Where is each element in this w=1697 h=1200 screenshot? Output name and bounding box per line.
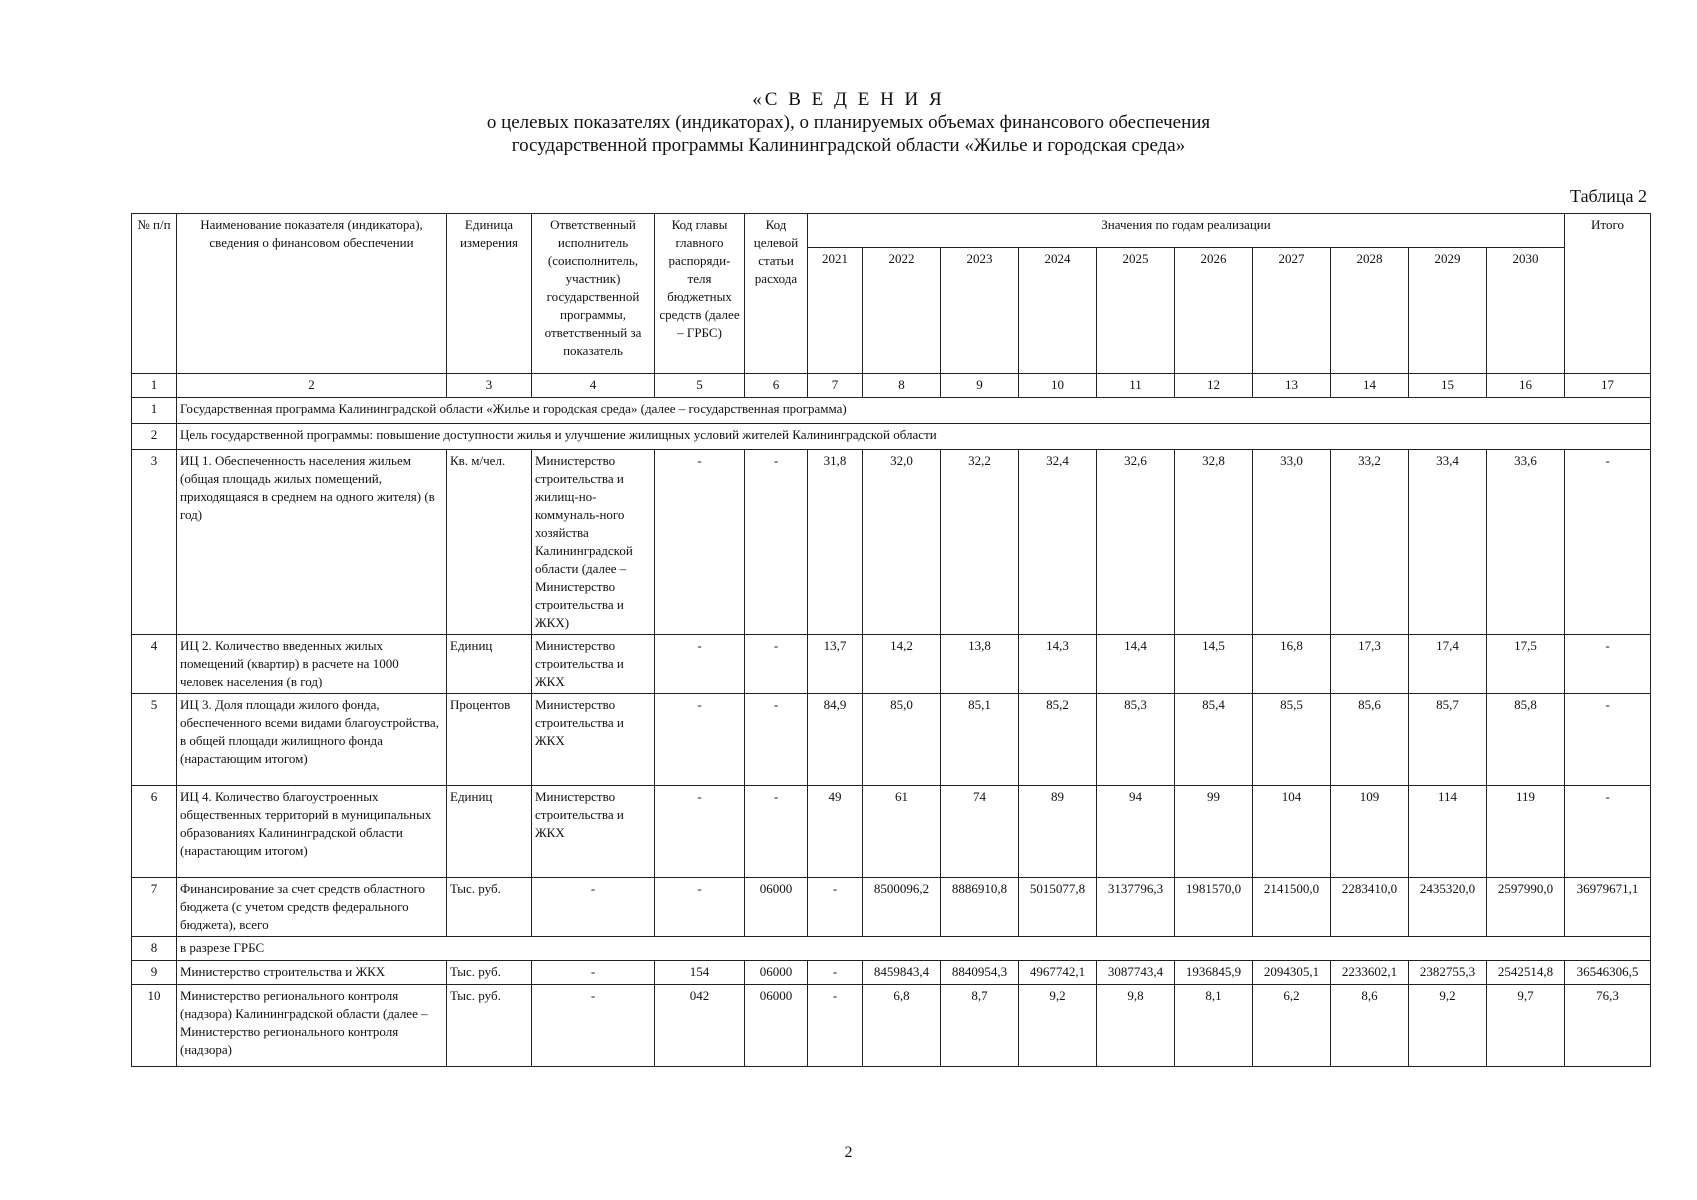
year-value: 109	[1331, 786, 1409, 878]
year-value: 33,2	[1331, 450, 1409, 635]
year-value: 8,6	[1331, 985, 1409, 1067]
year-value: 3087743,4	[1097, 961, 1175, 985]
table-row	[132, 424, 1651, 450]
year-value: 49	[808, 786, 863, 878]
csr-code: 06000	[745, 878, 808, 937]
column-number: 3	[447, 374, 532, 398]
table-row	[132, 985, 1651, 1067]
grbs-code: -	[655, 450, 745, 635]
year-value: 99	[1175, 786, 1253, 878]
header-num: № п/п	[132, 214, 177, 374]
year-header: 2023	[941, 248, 1019, 374]
year-value: 8886910,8	[941, 878, 1019, 937]
year-header: 2024	[1019, 248, 1097, 374]
title-line-1: «С В Е Д Е Н И Я	[752, 89, 945, 110]
executor-cell: -	[532, 985, 655, 1067]
year-value: 14,2	[863, 635, 941, 694]
section-row-text: в разрезе ГРБС	[177, 937, 1651, 961]
indicator-name: ИЦ 2. Количество введенных жилых помещений (квартир) в расчете на 1000 человек населения (в год)	[177, 635, 447, 694]
year-value: 14,5	[1175, 635, 1253, 694]
year-value: 17,3	[1331, 635, 1409, 694]
year-value: 85,7	[1409, 694, 1487, 786]
total-value: 36979671,1	[1565, 878, 1651, 937]
year-value: 61	[863, 786, 941, 878]
column-number: 2	[177, 374, 447, 398]
grbs-code: -	[655, 878, 745, 937]
year-value: 3137796,3	[1097, 878, 1175, 937]
year-header: 2028	[1331, 248, 1409, 374]
year-value: 1936845,9	[1175, 961, 1253, 985]
year-value: 6,2	[1253, 985, 1331, 1067]
year-header: 2025	[1097, 248, 1175, 374]
year-value: 1981570,0	[1175, 878, 1253, 937]
year-value: 2141500,0	[1253, 878, 1331, 937]
year-value: 8459843,4	[863, 961, 941, 985]
csr-code: -	[745, 786, 808, 878]
year-header: 2027	[1253, 248, 1331, 374]
year-value: 9,2	[1019, 985, 1097, 1067]
total-value: -	[1565, 635, 1651, 694]
table-row	[132, 961, 1651, 985]
year-value: 104	[1253, 786, 1331, 878]
table-row	[132, 398, 1651, 424]
column-number: 6	[745, 374, 808, 398]
year-value: 85,0	[863, 694, 941, 786]
csr-code: 06000	[745, 961, 808, 985]
executor-cell: Министерство строительства и ЖКХ	[532, 786, 655, 878]
year-value: 13,8	[941, 635, 1019, 694]
year-value: 32,6	[1097, 450, 1175, 635]
column-number: 5	[655, 374, 745, 398]
year-header: 2029	[1409, 248, 1487, 374]
year-value: 13,7	[808, 635, 863, 694]
table-row	[132, 878, 1651, 937]
year-value: 2435320,0	[1409, 878, 1487, 937]
year-header: 2030	[1487, 248, 1565, 374]
grbs-code: -	[655, 786, 745, 878]
year-value: 16,8	[1253, 635, 1331, 694]
unit-cell: Кв. м/чел.	[447, 450, 532, 635]
indicators-table	[131, 213, 1651, 1067]
row-number: 6	[132, 786, 177, 878]
row-number: 9	[132, 961, 177, 985]
column-number: 9	[941, 374, 1019, 398]
year-value: 74	[941, 786, 1019, 878]
unit-cell: Тыс. руб.	[447, 985, 532, 1067]
unit-cell: Процентов	[447, 694, 532, 786]
year-value: 2597990,0	[1487, 878, 1565, 937]
column-number: 16	[1487, 374, 1565, 398]
year-value: 32,2	[941, 450, 1019, 635]
title-line-3: государственной программы Калининградской области «Жилье и городская среда»	[511, 135, 1186, 156]
title-line-2: о целевых показателях (индикаторах), о планируемых объемах финансового обеспечения	[486, 112, 1211, 133]
header-unit: Единица измерения	[447, 214, 532, 374]
unit-cell: Тыс. руб.	[447, 878, 532, 937]
year-header: 2026	[1175, 248, 1253, 374]
total-value: -	[1565, 694, 1651, 786]
section-row-text: Государственная программа Калининградской области «Жилье и городская среда» (далее – государственная программа)	[177, 398, 1651, 424]
year-value: 8,7	[941, 985, 1019, 1067]
year-value: 85,8	[1487, 694, 1565, 786]
year-value: 89	[1019, 786, 1097, 878]
year-value: 85,2	[1019, 694, 1097, 786]
year-value: 31,8	[808, 450, 863, 635]
year-value: 5015077,8	[1019, 878, 1097, 937]
year-value: 32,4	[1019, 450, 1097, 635]
row-number: 7	[132, 878, 177, 937]
year-value: 32,0	[863, 450, 941, 635]
year-value: 2283410,0	[1331, 878, 1409, 937]
row-number: 3	[132, 450, 177, 635]
executor-cell: Министерство строительства и ЖКХ	[532, 694, 655, 786]
column-number: 13	[1253, 374, 1331, 398]
year-value: 8840954,3	[941, 961, 1019, 985]
grbs-code: 042	[655, 985, 745, 1067]
column-number: 15	[1409, 374, 1487, 398]
year-value: 85,3	[1097, 694, 1175, 786]
year-value: 85,6	[1331, 694, 1409, 786]
row-number: 5	[132, 694, 177, 786]
year-value: 9,7	[1487, 985, 1565, 1067]
row-number: 10	[132, 985, 177, 1067]
column-number: 11	[1097, 374, 1175, 398]
header-grbs: Код главы главного распоряди-теля бюджетных средств (далее – ГРБС)	[655, 214, 745, 374]
column-number: 7	[808, 374, 863, 398]
unit-cell: Тыс. руб.	[447, 961, 532, 985]
year-value: 94	[1097, 786, 1175, 878]
total-value: 76,3	[1565, 985, 1651, 1067]
year-value: 17,4	[1409, 635, 1487, 694]
header-executor: Ответственный исполнитель (соисполнитель, участник) государственной программы, ответственный за показатель	[532, 214, 655, 374]
header-values: Значения по годам реализации	[808, 214, 1565, 248]
row-number: 2	[132, 424, 177, 450]
year-value: 32,8	[1175, 450, 1253, 635]
header-name: Наименование показателя (индикатора), сведения о финансовом обеспечении	[177, 214, 447, 374]
grbs-code: 154	[655, 961, 745, 985]
grbs-code: -	[655, 694, 745, 786]
year-value: 4967742,1	[1019, 961, 1097, 985]
indicator-name: Министерство строительства и ЖКХ	[177, 961, 447, 985]
column-number: 4	[532, 374, 655, 398]
executor-cell: -	[532, 961, 655, 985]
header-total: Итого	[1565, 214, 1651, 374]
table-row	[132, 635, 1651, 694]
unit-cell: Единиц	[447, 635, 532, 694]
executor-cell: Министерство строительства и жилищ-но-коммуналь-ного хозяйства Калининградской области (далее – Министерство строительства и ЖКХ)	[532, 450, 655, 635]
table-row	[132, 786, 1651, 878]
year-value: 6,8	[863, 985, 941, 1067]
year-value: 85,5	[1253, 694, 1331, 786]
year-value: 2382755,3	[1409, 961, 1487, 985]
page-number: 2	[844, 1144, 853, 1161]
year-value: 114	[1409, 786, 1487, 878]
year-value: 2233602,1	[1331, 961, 1409, 985]
year-value: 85,4	[1175, 694, 1253, 786]
indicator-name: ИЦ 4. Количество благоустроенных общественных территорий в муниципальных образованиях Калининградской области (нарастающим итогом)	[177, 786, 447, 878]
document-title	[0, 88, 1697, 157]
year-value: 2094305,1	[1253, 961, 1331, 985]
year-value: 84,9	[808, 694, 863, 786]
year-value: 33,6	[1487, 450, 1565, 635]
year-value: -	[808, 878, 863, 937]
year-value: 85,1	[941, 694, 1019, 786]
section-row-text: Цель государственной программы: повышение доступности жилья и улучшение жилищных условий жителей Калининградской области	[177, 424, 1651, 450]
executor-cell: Министерство строительства и ЖКХ	[532, 635, 655, 694]
year-value: -	[808, 961, 863, 985]
column-number: 12	[1175, 374, 1253, 398]
indicator-name: ИЦ 3. Доля площади жилого фонда, обеспеченного всеми видами благоустройства, в общей площади жилищного фонда (нарастающим итогом)	[177, 694, 447, 786]
year-header: 2022	[863, 248, 941, 374]
row-number: 4	[132, 635, 177, 694]
row-number: 8	[132, 937, 177, 961]
unit-cell: Единиц	[447, 786, 532, 878]
csr-code: 06000	[745, 985, 808, 1067]
table-row	[132, 450, 1651, 635]
header-csr: Код целевой статьи расхода	[745, 214, 808, 374]
total-value: 36546306,5	[1565, 961, 1651, 985]
indicator-name: Финансирование за счет средств областного бюджета (с учетом средств федерального бюджета), всего	[177, 878, 447, 937]
column-number: 14	[1331, 374, 1409, 398]
year-value: -	[808, 985, 863, 1067]
total-value: -	[1565, 450, 1651, 635]
csr-code: -	[745, 450, 808, 635]
executor-cell: -	[532, 878, 655, 937]
year-value: 33,4	[1409, 450, 1487, 635]
year-value: 17,5	[1487, 635, 1565, 694]
year-value: 8500096,2	[863, 878, 941, 937]
table-label: Таблица 2	[1570, 186, 1647, 206]
total-value: -	[1565, 786, 1651, 878]
year-value: 9,8	[1097, 985, 1175, 1067]
year-header: 2021	[808, 248, 863, 374]
column-number: 8	[863, 374, 941, 398]
column-number: 1	[132, 374, 177, 398]
year-value: 33,0	[1253, 450, 1331, 635]
table-row	[132, 694, 1651, 786]
column-number: 17	[1565, 374, 1651, 398]
grbs-code: -	[655, 635, 745, 694]
column-number: 10	[1019, 374, 1097, 398]
indicator-name: ИЦ 1. Обеспеченность населения жильем (общая площадь жилых помещений, приходящаяся в среднем на одного жителя) (в год)	[177, 450, 447, 635]
year-value: 8,1	[1175, 985, 1253, 1067]
year-value: 9,2	[1409, 985, 1487, 1067]
table-row	[132, 937, 1651, 961]
year-value: 14,4	[1097, 635, 1175, 694]
year-value: 119	[1487, 786, 1565, 878]
year-value: 2542514,8	[1487, 961, 1565, 985]
csr-code: -	[745, 694, 808, 786]
indicator-name: Министерство регионального контроля (надзора) Калининградской области (далее – Министерство регионального контроля (надзора)	[177, 985, 447, 1067]
row-number: 1	[132, 398, 177, 424]
year-value: 14,3	[1019, 635, 1097, 694]
csr-code: -	[745, 635, 808, 694]
